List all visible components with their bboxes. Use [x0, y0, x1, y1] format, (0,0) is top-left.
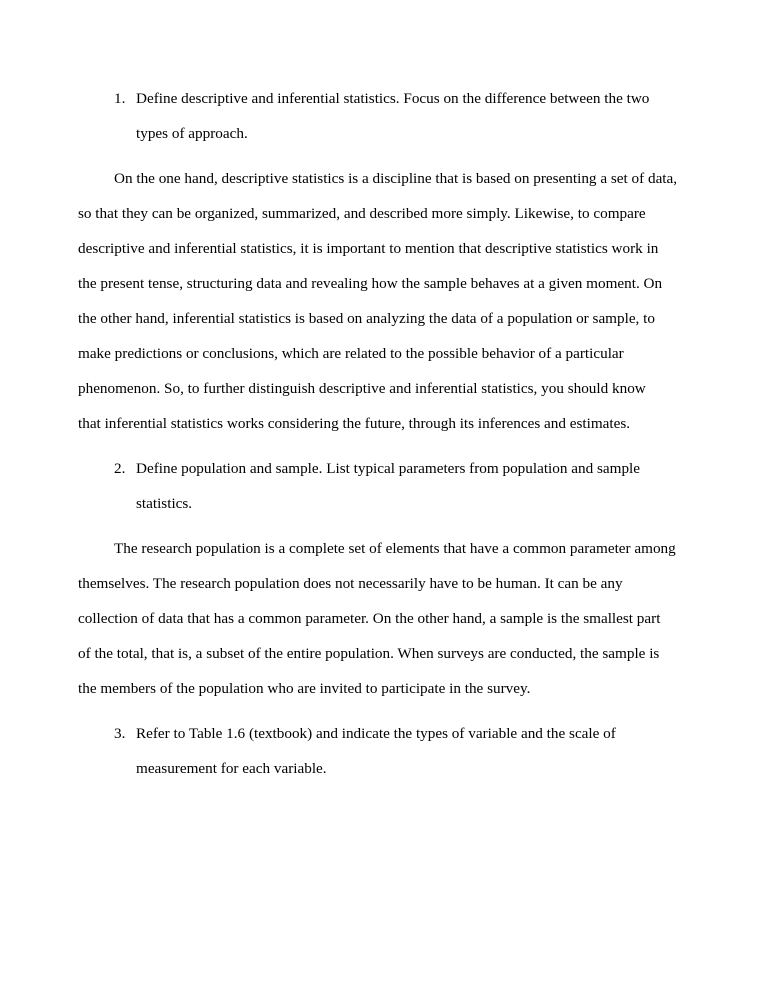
- paragraph-line: the present tense, structuring data and revealing how the sample behaves at a given moment. On: [78, 275, 663, 292]
- paragraph-line: descriptive and inferential statistics, it is important to mention that descriptive statistics work in: [78, 240, 659, 257]
- question-text-line: statistics.: [136, 495, 193, 512]
- question-text-line: measurement for each variable.: [136, 760, 327, 777]
- question-text-line: Define descriptive and inferential statistics. Focus on the difference between the two: [136, 90, 650, 107]
- question-text-line: Refer to Table 1.6 (textbook) and indicate the types of variable and the scale of: [136, 725, 616, 742]
- paragraph-line: of the total, that is, a subset of the entire population. When surveys are conducted, the sample is: [78, 645, 660, 662]
- paragraph-line: the members of the population who are invited to participate in the survey.: [78, 680, 531, 697]
- paragraph-line: collection of data that has a common parameter. On the other hand, a sample is the smallest part: [78, 610, 661, 627]
- question-text-line: types of approach.: [136, 125, 248, 142]
- paragraph-line: that inferential statistics works considering the future, through its inferences and estimates.: [78, 415, 631, 432]
- question-number: 3.: [114, 725, 126, 742]
- paragraph-line: themselves. The research population does not necessarily have to be human. It can be any: [78, 575, 623, 592]
- paragraph-line: make predictions or conclusions, which are related to the possible behavior of a particular: [78, 345, 624, 362]
- question-number: 2.: [114, 460, 126, 477]
- paragraph-line: phenomenon. So, to further distinguish descriptive and inferential statistics, you should know: [78, 380, 646, 397]
- paragraph-line: On the one hand, descriptive statistics is a discipline that is based on presenting a set of data,: [114, 170, 678, 187]
- paragraph-line: the other hand, inferential statistics is based on analyzing the data of a population or sample, to: [78, 310, 655, 327]
- question-number: 1.: [114, 90, 126, 107]
- paragraph-line: The research population is a complete set of elements that have a common parameter among: [114, 540, 676, 557]
- question-text-line: Define population and sample. List typical parameters from population and sample: [136, 460, 640, 477]
- paragraph-line: so that they can be organized, summarized, and described more simply. Likewise, to compare: [78, 205, 646, 222]
